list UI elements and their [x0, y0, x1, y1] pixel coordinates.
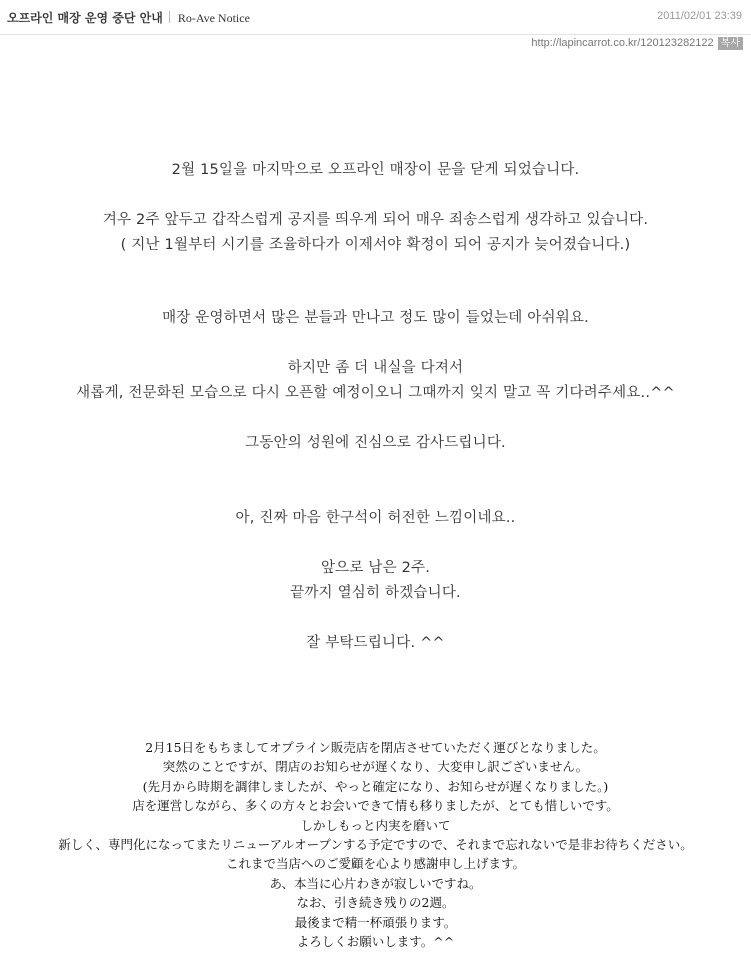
japanese-line: 突然のことですが、閉店のお知らせが遅くなり、大変申し訳ございません。	[162, 759, 589, 775]
post-subtitle: Ro-Ave Notice	[177, 11, 250, 25]
korean-paragraph: ( 지난 1월부터 시기를 조율하다가 이제서야 확정이 되어 공지가 늦어졌습니다.)	[120, 237, 631, 253]
japanese-line: 最後まで精一杯頑張ります。	[294, 914, 457, 930]
title-divider	[169, 11, 170, 23]
korean-paragraph: 그동안의 성원에 진심으로 감사드립니다.	[245, 435, 506, 451]
japanese-line: 店を運営しながら、多くの方々とお会いできて情も移りましたが、とても惜しいです。	[132, 798, 619, 814]
korean-paragraph: 잘 부탁드립니다. ^^	[306, 635, 445, 651]
korean-paragraph: 2월 15일을 마지막으로 오프라인 매장이 문을 닫게 되었습니다.	[171, 162, 580, 178]
paragraph-spacer	[0, 606, 751, 631]
japanese-line: 新しく、専門化になってまたリニューアルオープンする予定ですので、それまで忘れないで是非お待ちください。	[58, 837, 693, 853]
japanese-line: しかしもっと内実を磨いて	[300, 817, 451, 833]
paragraph-spacer	[0, 183, 751, 208]
japanese-line: あ、本当に心片わきが寂しいですね。	[269, 875, 482, 891]
korean-paragraph: 매장 운영하면서 많은 분들과 만나고 정도 많이 들었는데 아쉬워요.	[162, 310, 589, 326]
post-date: 2011/02/01 23:39	[657, 10, 742, 22]
paragraph-spacer	[0, 456, 751, 506]
japanese-line: なお、引き続き残りの2週。	[296, 895, 455, 911]
permalink-url[interactable]: http://lapincarrot.co.kr/120123282122	[531, 37, 714, 49]
japanese-notice-body	[0, 738, 751, 951]
japanese-line: 2月15日をもちましてオプライン販売店を閉店させていただく運びとなりました。	[145, 740, 606, 755]
korean-paragraph: 겨우 2주 앞두고 갑작스럽게 공지를 띄우게 되어 매우 죄송스럽게 생각하고 있습니다.	[102, 212, 649, 228]
permalink-row	[531, 37, 743, 50]
korean-paragraph: 새롭게, 전문화된 모습으로 다시 오픈할 예정이오니 그때까지 잊지 말고 꼭 기다려주세요..^^	[76, 385, 675, 401]
post-header	[0, 0, 751, 35]
post-title-area	[7, 9, 250, 26]
post-title[interactable]: 오프라인 매장 운영 중단 안내	[7, 11, 163, 25]
japanese-line: これまで当店へのご愛顧を心より感謝申し上げます。	[225, 856, 525, 872]
japanese-line: (先月から時期を調律しましたが、やっと確定になり、お知らせが遅くなりました。)	[142, 778, 609, 794]
korean-paragraph: 하지만 좀 더 내실을 다져서	[287, 360, 464, 376]
paragraph-spacer	[0, 531, 751, 556]
korean-paragraph: 아, 진짜 마음 한구석이 허전한 느낌이네요..	[235, 510, 516, 526]
korean-paragraph: 끝까지 열심히 하겠습니다.	[290, 585, 461, 601]
japanese-line: よろしくお願いします。^^	[296, 934, 455, 950]
paragraph-spacer	[0, 406, 751, 431]
paragraph-spacer	[0, 331, 751, 356]
copy-url-button[interactable]: 복사	[718, 37, 743, 50]
korean-paragraph: 앞으로 남은 2주.	[320, 560, 431, 576]
paragraph-spacer	[0, 258, 751, 306]
korean-notice-body	[0, 158, 751, 656]
